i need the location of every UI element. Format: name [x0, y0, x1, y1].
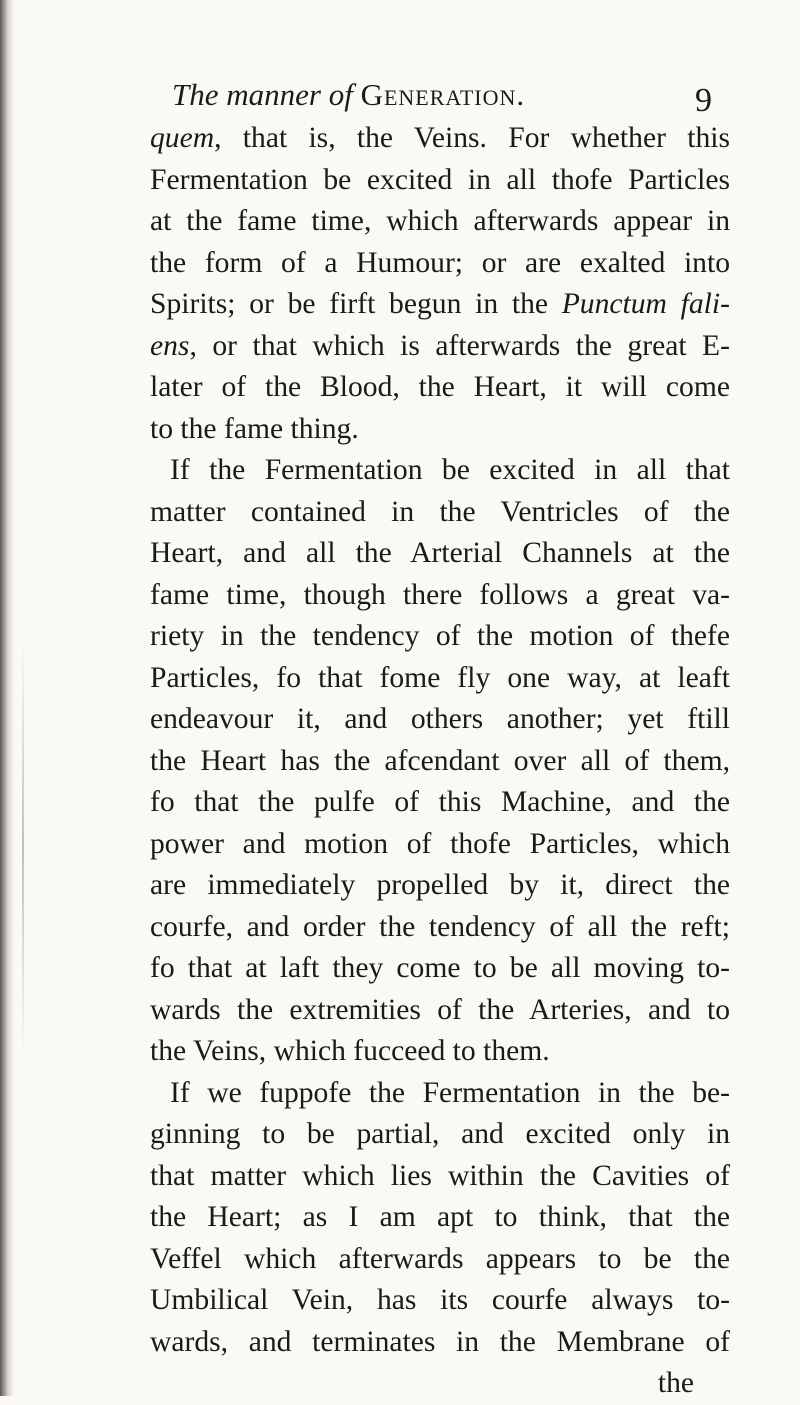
- text-line: wards the extremities of the Arteries, and to: [150, 993, 730, 1026]
- text-line: Umbilical Vein, has its courfe always to-: [150, 1284, 730, 1316]
- text-line: the form of a Humour; or are exalted into: [150, 246, 730, 279]
- text-line-roman: Spirits; or be firft begun in the: [150, 288, 562, 320]
- text-line: the Veins, which fucceed to them.: [150, 1035, 550, 1067]
- text-line: ginning to be partial, and excited only in: [150, 1118, 730, 1150]
- text-line: fo that at laft they come to be all moving to-: [150, 952, 730, 984]
- running-title: [172, 70, 525, 120]
- text-line-roman: , or that which is afterwards the great E-: [189, 329, 730, 362]
- text-line: Fermentation be excited in all thofe Particles: [150, 163, 730, 196]
- text-line-italic: ens: [150, 329, 190, 362]
- text-line: matter contained in the Ventricles of the: [150, 495, 730, 528]
- body-text: [150, 118, 730, 1405]
- text-line: that matter which lies within the Cavities of: [150, 1159, 730, 1192]
- binding-gutter-shadow: [0, 0, 14, 1396]
- gutter-crease: [22, 640, 24, 1060]
- text-line: [150, 326, 730, 368]
- text-line: If the Fermentation be excited in all that: [170, 454, 730, 486]
- text-line: [150, 118, 730, 160]
- text-line-italic: quem: [150, 122, 215, 154]
- text-line: fo that the pulfe of this Machine, and the: [150, 786, 730, 818]
- text-line: Veffel which afterwards appears to be the: [150, 1242, 730, 1275]
- text-line: Heart, and all the Arterial Channels at the: [150, 537, 730, 569]
- text-line: courfe, and order the tendency of all the reft;: [150, 910, 730, 943]
- text-line: Particles, fo that fome fly one way, at leaft: [150, 661, 730, 694]
- running-title-italic: The manner of: [172, 77, 353, 112]
- text-line: riety in the tendency of the motion of thefe: [150, 620, 730, 652]
- text-line: [150, 284, 730, 326]
- text-line: the Heart has the afcendant over all of them,: [150, 744, 730, 777]
- text-line: to the fame thing.: [150, 412, 359, 445]
- text-line: power and motion of thofe Particles, which: [150, 827, 730, 860]
- text-line: the Heart; as I am apt to think, that the: [150, 1201, 730, 1233]
- running-title-caps: Generation.: [360, 77, 526, 112]
- text-line: are immediately propelled by it, direct the: [150, 869, 730, 901]
- catchword: the: [657, 1367, 694, 1399]
- page-number: 9: [695, 82, 712, 119]
- text-line: at the fame time, which afterwards appear in: [150, 205, 730, 237]
- text-line: endeavour it, and others another; yet ftill: [150, 703, 730, 735]
- text-line: wards, and terminates in the Membrane of: [150, 1325, 730, 1358]
- text-line: fame time, though there follows a great va-: [150, 578, 730, 611]
- book-page: [150, 70, 730, 1405]
- running-header: [150, 70, 730, 120]
- text-line-italic: Punctum fali-: [561, 288, 730, 320]
- text-line-roman: , that is, the Veins. For whether this: [214, 122, 730, 154]
- text-line: later of the Blood, the Heart, it will come: [150, 371, 730, 403]
- text-line: If we fuppofe the Fermentation in the be-: [170, 1076, 730, 1109]
